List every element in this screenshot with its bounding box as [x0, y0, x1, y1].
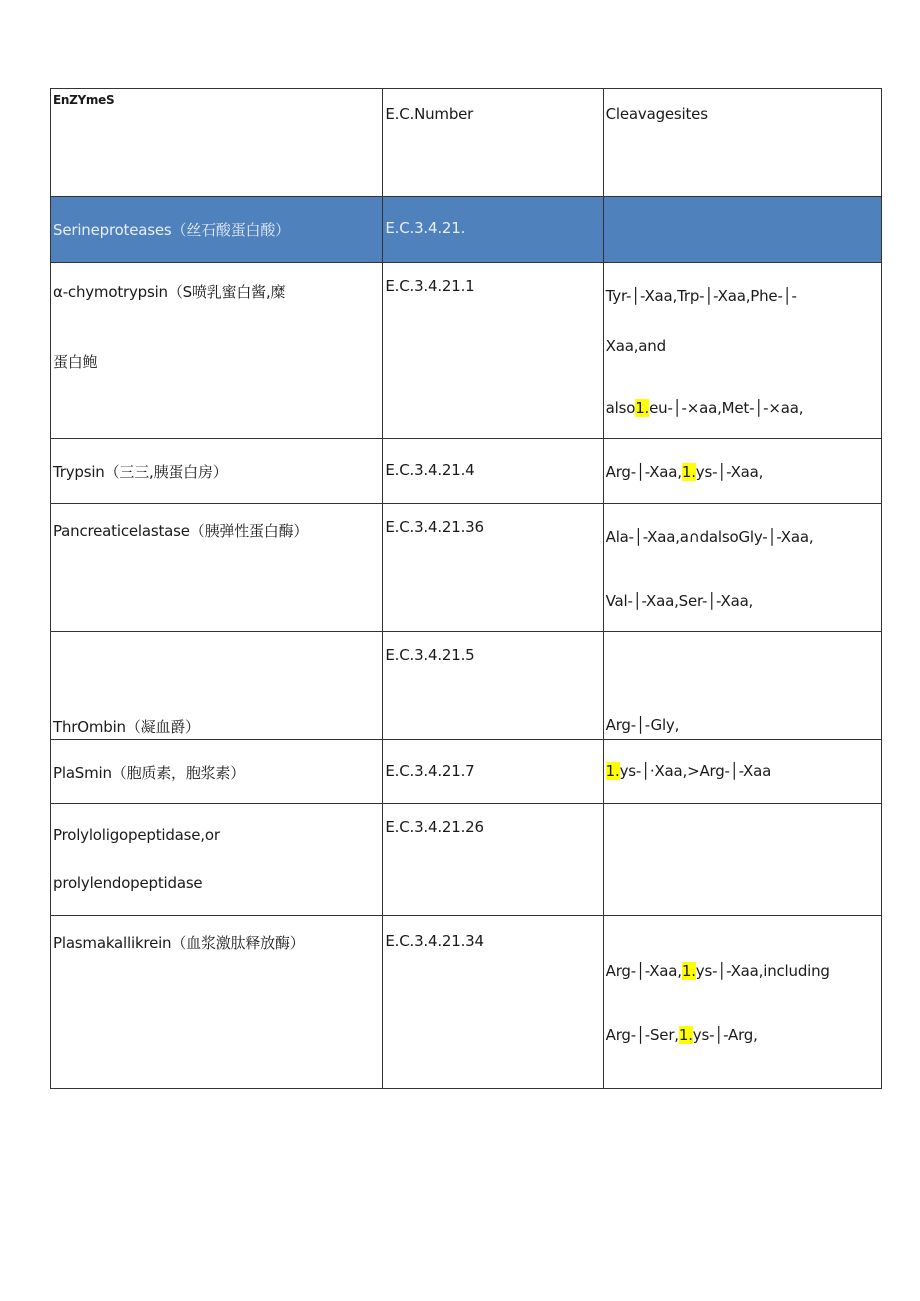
cleavage-text: Arg-│-Ser,: [605, 1026, 679, 1044]
cleavage-text: ys-│-Arg,: [692, 1026, 758, 1044]
enzyme-name-line: ThrOmbin（凝血爵）: [53, 718, 200, 736]
table-row: [51, 740, 882, 804]
header-cell-cleavage: [603, 89, 881, 197]
cleavage-site-line: [606, 399, 804, 417]
ec-cell: [383, 916, 603, 1089]
cleavage-text: Tyr-│-Xaa,Trp-│-Xaa,Phe-│-: [605, 287, 797, 305]
cleavage-cell: [603, 632, 881, 740]
highlighted-text: 1.: [678, 1026, 693, 1044]
enzyme-name-line: Plasmakallikrein（血浆激肽释放酶）: [53, 934, 305, 952]
ec-number: E.C.3.4.21.34: [385, 932, 484, 950]
cleavage-site-line: [606, 463, 764, 481]
section-name: Serineproteases（丝石酸蛋白酸）: [53, 221, 290, 239]
enzyme-name-line: Prolyloligopeptidase,or: [53, 826, 220, 844]
section-name-cell: [51, 197, 383, 263]
enzyme-cell: [51, 916, 383, 1089]
ec-cell: [383, 804, 603, 916]
enzyme-name-line: 蛋白鲍: [53, 353, 98, 371]
highlighted-text: 1.: [605, 762, 620, 780]
enzyme-cell: [51, 632, 383, 740]
cleavage-text: Arg-│-Xaa,: [605, 463, 682, 481]
cleavage-cell: [603, 804, 881, 916]
enzyme-cell: [51, 263, 383, 439]
enzyme-cell: [51, 804, 383, 916]
table-row: [51, 916, 882, 1089]
enzyme-name-line: prolylendopeptidase: [53, 874, 203, 892]
ec-number: E.C.3.4.21.4: [385, 461, 475, 479]
ec-cell: [383, 263, 603, 439]
cleavage-site-line: [606, 962, 830, 980]
cleavage-text: ys-│-Xaa,including: [695, 962, 830, 980]
header-cell-ec: [383, 89, 603, 197]
table-header-row: [51, 89, 882, 197]
enzyme-name-line: α-chymotrypsin（S喷乳蜜白酱,糜: [53, 283, 286, 301]
section-ec-cell: [383, 197, 603, 263]
cleavage-text: Arg-│-Xaa,: [605, 962, 682, 980]
cleavage-text: eu-│-×aa,Met-│-×aa,: [649, 399, 804, 417]
ec-cell: [383, 504, 603, 632]
header-enzymes: EnZYmeS: [53, 93, 115, 107]
enzyme-name-line: Trypsin（三三,胰蛋白房）: [53, 463, 228, 481]
cleavage-site-line: [606, 528, 814, 546]
table-row: [51, 263, 882, 439]
ec-number: E.C.3.4.21.26: [385, 818, 484, 836]
cleavage-cell: [603, 439, 881, 504]
ec-number: E.C.3.4.21.1: [385, 277, 475, 295]
cleavage-text: Arg-│-Gly,: [605, 716, 680, 734]
enzyme-cell: [51, 439, 383, 504]
cleavage-text: ys-│-Xaa,: [695, 463, 764, 481]
cleavage-site-line: [606, 592, 754, 610]
header-cell-enzymes: [51, 89, 383, 197]
table-row: [51, 804, 882, 916]
cleavage-cell: [603, 504, 881, 632]
highlighted-text: 1.: [681, 962, 696, 980]
section-empty-cell: [603, 197, 881, 263]
cleavage-site-line: [606, 762, 771, 780]
ec-cell: [383, 439, 603, 504]
cleavage-text: Val-│-Xaa,Ser-│-Xaa,: [605, 592, 754, 610]
cleavage-cell: [603, 916, 881, 1089]
cleavage-text: Xaa,and: [605, 337, 666, 355]
header-ec-number: E.C.Number: [385, 105, 474, 123]
cleavage-site-line: [606, 337, 666, 355]
section-row: [51, 197, 882, 263]
table-row: [51, 504, 882, 632]
cleavage-site-line: [606, 287, 797, 305]
header-cleavage-sites: Cleavagesites: [605, 105, 708, 123]
ec-number: E.C.3.4.21.7: [385, 762, 475, 780]
cleavage-site-line: [606, 716, 680, 734]
ec-cell: [383, 632, 603, 740]
cleavage-text: also: [605, 399, 636, 417]
cleavage-site-line: [606, 1026, 758, 1044]
enzyme-name-line: PlaSmin（胞质素，胞浆素）: [53, 764, 246, 782]
cleavage-text: Ala-│-Xaa,a∩dalsoGly-│-Xaa,: [605, 528, 814, 546]
enzyme-cell: [51, 740, 383, 804]
enzyme-name-line: Pancreaticelastase（胰弹性蛋白酶）: [53, 522, 309, 540]
cleavage-cell: [603, 740, 881, 804]
highlighted-text: 1.: [635, 399, 650, 417]
cleavage-text: ys-│·Xaa,>Arg-│-Xaa: [619, 762, 772, 780]
enzyme-table: [50, 88, 882, 1089]
table-row: [51, 632, 882, 740]
ec-cell: [383, 740, 603, 804]
ec-number: E.C.3.4.21.36: [385, 518, 484, 536]
ec-number: E.C.3.4.21.5: [385, 646, 475, 664]
section-ec: E.C.3.4.21.: [385, 219, 466, 237]
table-row: [51, 439, 882, 504]
enzyme-cell: [51, 504, 383, 632]
cleavage-cell: [603, 263, 881, 439]
highlighted-text: 1.: [681, 463, 696, 481]
